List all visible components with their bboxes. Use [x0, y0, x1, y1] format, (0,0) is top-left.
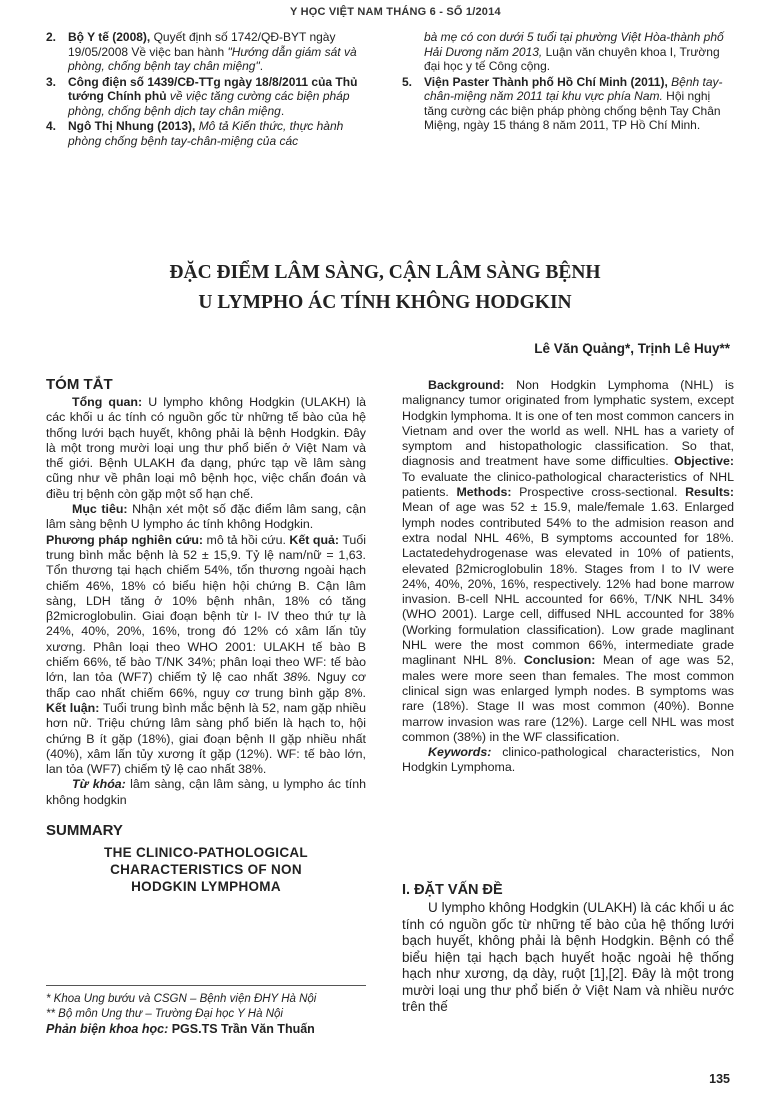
abstract-en: Background: Non Hodgkin Lymphoma (NHL) is malignancy tumor originated from lymphatic system, except Hodgkin lymphoma. It is one of ten most common cancers in Vietnam and over the world as well. NHL has a variety of symptom and histopathologic classification. So that, diagnosis and treatment have some difficulties. Objective: To evaluate the clinico-pathological characteristics of NHL patients. Methods: Prospective cross-sectional. Results: Mean of age was 52 ± 15.9, male/female 1.63. Enlarged lymph nodes contributed 54% to the admision reason and extra nodal NHL 46%, B symptoms accounted for 18%. Lactatedehydrogenase was elevated in 10% of patients, elevated β2microglobulin 18%. Stages from I to IV were 24%, 40%, 20%, 16%, respectively. 12% had bone marrow invasion. B-cell NHL accounted for 66%, T/NK NHL 34% (WHO 2001). Large cell, diffused NHL accounted for 38% (Working formulation classification). Low grade maglinant NHL were the most common 66%, intermediate grade maglinant NHL 8%. Conclusion: Mean of age was 52, males were more seen than females. The most common clinical sign was enlarged lymph nodes. B symptoms was rare (18%). Stage II was most common (40%). Bonne marrow invasion was rare (12%). Large cell NHL was most common (38%) in the WF classification. Keywords: clinico-pathological characteristics, Non Hodgkin Lymphoma.: [402, 378, 734, 775]
reference-number: 2.: [46, 30, 57, 44]
summary-title: THE CLINICO-PATHOLOGICAL CHARACTERISTICS OF NON HODGKIN LYMPHOMA: [104, 845, 308, 895]
footnote-divider: [46, 985, 366, 986]
page-number: 135: [709, 1072, 730, 1086]
intro-paragraph: U lympho không Hodgkin (ULAKH) là các khối u ác tính có nguồn gốc từ những tế bào của hệ thống lưới bạch huyết, không phải là bệnh Hodgkin. Bệnh có thể biểu hiện tại hạch bạch huyết hoặc ngoài hệ thống hạch như xương, dạ dày, ruột [1],[2]. Đây là một trong mười loại ung thư phổ biến ở Việt Nam và nhiều nước trên thế: [402, 900, 734, 1014]
running-header: Y HỌC VIỆT NAM THÁNG 6 - SỐ 1/2014: [290, 6, 501, 18]
reference-item: 5. Viện Paster Thành phố Hồ Chí Minh (2011), Bệnh tay-chân-miệng năm 2011 tại khu vực phía Nam. Hội nghị tăng cường các biện pháp phòng chống bệnh Tay Chân Miệng, ngày 15 tháng 8 năm 2011, TP Hồ Chí Minh.: [402, 74, 723, 132]
reference-item: 2. Bộ Y tế (2008), Quyết định số 1742/QĐ-BYT ngày 19/05/2008 Về việc ban hành "Hướng dẫn giám sát và phòng, chống bệnh tay chân miệng".: [46, 30, 357, 73]
authors: Lê Văn Quảng*, Trịnh Lê Huy**: [534, 341, 730, 356]
reference-number: 4.: [46, 119, 57, 133]
reference-continuation: bà mẹ có con dưới 5 tuổi tại phường Việt Hòa-thành phố Hải Dương năm 2013, Luận văn chuyên khoa I, Trường đại học y tế Công cộng.: [424, 30, 724, 73]
abstract-vi: TÓM TẮT Tổng quan: U lympho không Hodgkin (ULAKH) là các khối u ác tính có nguồn gốc từ những tế bào của hệ thống lưới bạch huyết, không phải là bệnh Hodgkin. Đây là một trong mười loại ung thư phổ biến ở Việt Nam và thế giới. Bệnh ULAKH đa dạng, phức tạp về lâm sàng cũng như về phân loại mô bệnh học, việc chẩn đoán và điều trị bệnh còn gặp một số hạn chế. Mục tiêu: Nhận xét một số đặc điểm lâm sang, cận lâm sàng bệnh U lympho ác tính không Hodgkin. Phương pháp nghiên cứu: mô tả hồi cứu. Kết quả: Tuổi trung bình mắc bệnh là 52 ± 15,9. Tỷ lệ nam/nữ = 1,63. Tổn thương tại hạch chiếm 54%, tổn thương ngoài hạch chiếm 46%, 18% có biểu hiện hội chứng B. Cận lâm sàng, LDH tăng ở 10% bệnh nhân, 18% có tăng β2microglobulin. Giai đoạn bệnh từ I- IV theo thứ tự là 24%, 40%, 20%, 16%, trong đó 12% có xâm lấn tủy xương. Phân loại theo WHO 2001: ULAKH tế bào B chiếm 66%, tế bào T/NK 34%; phân loại theo WF: tế bào lớn, lan tỏa (WF7) chiếm tỷ lệ cao nhất 38%. Nguy cơ thấp cao nhất chiếm 66%, nguy cơ trung bình gặp 8%. Kết luận: Tuổi trung bình mắc bệnh là 52, nam gặp nhiều hơn nữ. Triệu chứng lâm sàng phổ biến là hạch to, hội chứng B ít gặp (18%), giai đoạn bệnh II gặp nhiều nhất (40%), xâm lấn tủy xương ít gặp (12%). WF: tế bào lớn, lan tỏa (WF7) chiếm tỷ lệ cao nhất 38%. Từ khóa: lâm sàng, cận lâm sàng, u lympho ác tính không hodgkin SUMMARY THE CLINICO-PATHOLOGICAL CHARACTERISTICS OF NON HODGKIN LYMPHOMA: [46, 376, 366, 895]
section-heading: I. ĐẶT VẤN ĐỀ: [402, 882, 503, 898]
reference-item: 4. Ngô Thị Nhung (2013), Mô tả Kiến thức, thực hành phòng chống bệnh tay-chân-miệng của các: [46, 119, 344, 148]
paper-title: [0, 258, 770, 318]
reference-number: 5.: [402, 74, 413, 89]
intro-section: [402, 882, 734, 1016]
title-line: U LYMPHO ÁC TÍNH KHÔNG HODGKIN: [198, 292, 572, 313]
section-heading: TÓM TẮT: [46, 376, 113, 393]
affiliations: * Khoa Ung bướu và CSGN – Bệnh viện ĐHY Hà Nội ** Bộ môn Ung thư – Trường Đại học Y Hà Nội Phản biện khoa học: PGS.TS Trần Văn Thuấn: [46, 993, 317, 1036]
title-line: ĐẶC ĐIỂM LÂM SÀNG, CẬN LÂM SÀNG BỆNH: [169, 262, 601, 283]
section-heading: SUMMARY: [46, 822, 123, 840]
reference-item: 3. Công điện số 1439/CĐ-TTg ngày 18/8/2011 của Thủ tướng Chính phủ về việc tăng cường các biện pháp phòng, chống bệnh dịch tay chân miệng.: [46, 74, 358, 118]
references-left: [46, 30, 376, 149]
references-right: [402, 30, 732, 134]
reference-number: 3.: [46, 74, 57, 89]
